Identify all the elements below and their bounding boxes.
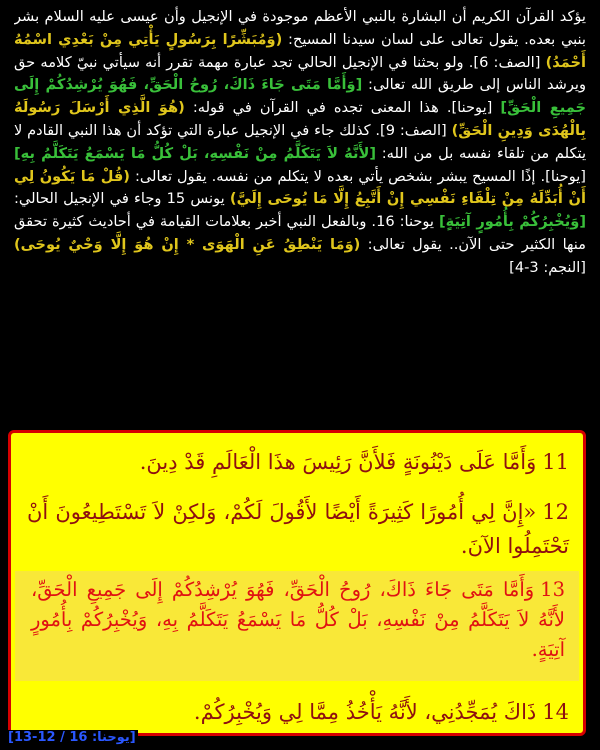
article-text: [النجم: 3-4] bbox=[509, 258, 586, 276]
quran-quote: (هُوَ الَّذِي أَرْسَلَ رَسُولَهُ بِالْهُدَى وَدِينِ الْحَقِّ) bbox=[14, 99, 586, 139]
verse-11 bbox=[11, 441, 583, 483]
quran-quote: (قُلْ مَا يَكُونُ لِي أَنْ أُبَدِّلَهُ مِنْ تِلْقَاءِ نَفْسِي إِنْ أَتَّبِعُ إِلَّا مَا يُوحَى إِلَيَّ) bbox=[14, 167, 586, 208]
verse-number: 12 bbox=[542, 500, 569, 524]
verse-text: ذَاكَ يُمَجِّدُنِي، لأَنَّهُ يَأْخُذُ مِمَّا لِي وَيُخْبِرُكُمْ. bbox=[193, 700, 537, 724]
verse-text: وَأَمَّا مَتَى جَاءَ ذَاكَ، رُوحُ الْحَقِّ، فَهُوَ يُرْشِدُكُمْ إِلَى جَمِيعِ الْحَقِّ، لأَنَّهُ لاَ يَتَكَلَّمُ مِنْ نَفْسِهِ، بَلْ كُلُّ مَا يَسْمَعُ يَتَكَلَّمُ بِهِ، وَيُخْبِرُكُمْ بِأُمُورٍ آتِيَةٍ. bbox=[31, 578, 565, 661]
quran-quote: (وَمُبَشِّرًا بِرَسُولٍ يَأْتِي مِنْ بَعْدِي اسْمُهُ أَحْمَدُ) bbox=[14, 30, 586, 71]
article-text: [الصف: 9]. كذلك جاء في الإنجيل عبارة التي تؤكد أن هذا النبي القادم لا يتكلم من تلقاء نفسه بل من الله: bbox=[14, 121, 586, 162]
bible-quote: [لأَنَّهُ لاَ يَتَكَلَّمُ مِنْ نَفْسِهِ، بَلْ كُلُّ مَا يَسْمَعُ يَتَكَلَّمُ بِهِ] bbox=[14, 144, 376, 162]
article-text: [الصف: 6]. ولو بحثنا في الإنجيل الحالي تجد عبارة مهمة تقرر أنه سيأتي نبيّ كلامه حق ويرشد الناس إلى طريق الله تعالى: bbox=[14, 53, 586, 94]
article-text: يونس 15 وجاء في الإنجيل الحالي: bbox=[14, 190, 230, 208]
article-text: يوحنا: 16. وبالفعل النبي أخبر بعلامات القيامة في أحاديث كثيرة تحقق منها الكثير حتى الآن.. يقول تعالى: bbox=[14, 213, 586, 253]
verse-number: 11 bbox=[542, 450, 569, 474]
article-text: [يوحنا]. إذًا المسيح يبشر بشخص يأتي بعده لا يتكلم من نفسه. يقول تعالى: bbox=[129, 167, 586, 185]
article-text: يؤكد القرآن الكريم أن البشارة بالنبي الأعظم موجودة في الإنجيل وأن عيسى عليه السلام بشر بنبي بعده. يقول تعالى على لسان سيدنا المسيح: bbox=[14, 8, 586, 48]
source-caption: [يوحنا: 16 / 12-13] bbox=[8, 730, 136, 745]
verse-number: 14 bbox=[542, 700, 569, 724]
article-paragraph bbox=[14, 6, 586, 280]
verse-13-highlighted bbox=[15, 571, 579, 681]
article-text: [يوحنا]. هذا المعنى تجده في القرآن في قوله: bbox=[184, 99, 501, 117]
verse-12 bbox=[11, 491, 583, 567]
verse-text: «إِنَّ لِي أُمُورًا كَثِيرَةً أَيْضًا لأَقُولَ لَكُمْ، وَلكِنْ لاَ تَسْتَطِيعُونَ أَنْ تَحْتَمِلُوا الآنَ. bbox=[27, 500, 569, 558]
bible-quote: [وَأَمَّا مَتَى جَاءَ ذَاكَ، رُوحُ الْحَقِّ، فَهُوَ يُرْشِدُكُمْ إِلَى جَمِيعِ الْحَقِّ] bbox=[14, 76, 586, 117]
quran-quote: (وَمَا يَنْطِقُ عَنِ الْهَوَى * إِنْ هُوَ إِلَّا وَحْيٌ يُوحَى) bbox=[14, 235, 361, 253]
verse-14 bbox=[11, 691, 583, 733]
bible-verse-panel bbox=[8, 430, 586, 736]
verse-text: وَأَمَّا عَلَى دَيْنُونَةٍ فَلأَنَّ رَئِيسَ هذَا الْعَالَمِ قَدْ دِينَ. bbox=[139, 450, 537, 474]
verse-number: 13 bbox=[540, 578, 565, 601]
bible-quote: [وَيُخْبِرُكُمْ بِأُمُورٍ آتِيَةٍ] bbox=[438, 213, 586, 231]
article-body bbox=[14, 6, 586, 422]
